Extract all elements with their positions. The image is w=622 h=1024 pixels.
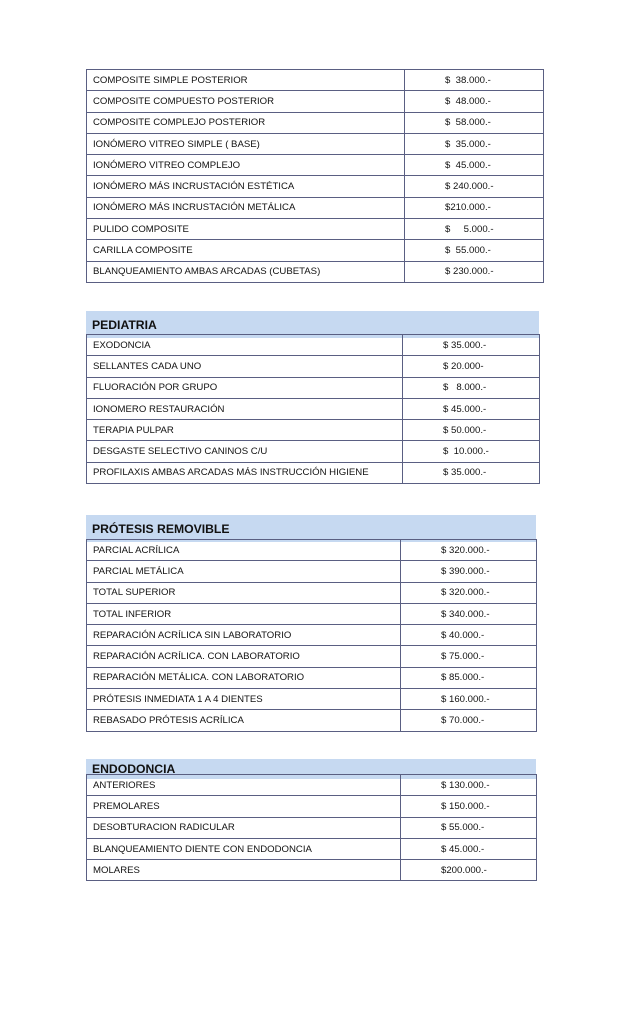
- treatment-name: MOLARES: [87, 860, 401, 881]
- table-row: [87, 420, 540, 441]
- table-row: [87, 377, 540, 398]
- treatment-price: $ 38.000.-: [405, 70, 544, 91]
- treatment-name: TERAPIA PULPAR: [87, 420, 403, 441]
- table-row: [87, 582, 537, 603]
- table-row: [87, 561, 537, 582]
- treatment-name: IONOMERO RESTAURACIÓN: [87, 398, 403, 419]
- treatment-price: $ 58.000.-: [405, 112, 544, 133]
- table-row: [87, 710, 537, 731]
- treatment-name: PRÓTESIS INMEDIATA 1 A 4 DIENTES: [87, 689, 401, 710]
- treatment-name: EXODONCIA: [87, 335, 403, 356]
- section-header-protesis-removible: PRÓTESIS REMOVIBLE: [86, 515, 536, 542]
- treatment-price: $ 35.000.-: [403, 335, 540, 356]
- table-row: [87, 398, 540, 419]
- treatment-price: $ 35.000.-: [403, 462, 540, 483]
- treatment-price: $ 240.000.-: [405, 176, 544, 197]
- treatment-price: $ 130.000.-: [401, 775, 537, 796]
- treatment-name: TOTAL SUPERIOR: [87, 582, 401, 603]
- table-body: [87, 775, 537, 881]
- table-row: [87, 112, 544, 133]
- composite-price-table: [86, 69, 544, 283]
- treatment-price: $ 45.000.-: [403, 398, 540, 419]
- table-row: [87, 219, 544, 240]
- treatment-name: BLANQUEAMIENTO DIENTE CON ENDODONCIA: [87, 838, 401, 859]
- table-row: [87, 335, 540, 356]
- treatment-price: $ 40.000.-: [401, 625, 537, 646]
- treatment-price: $ 45.000.-: [401, 838, 537, 859]
- treatment-price: $ 10.000.-: [403, 441, 540, 462]
- treatment-name: PULIDO COMPOSITE: [87, 219, 405, 240]
- table-body: [87, 540, 537, 732]
- treatment-name: COMPOSITE COMPUESTO POSTERIOR: [87, 91, 405, 112]
- table-row: [87, 240, 544, 261]
- table-row: [87, 689, 537, 710]
- treatment-name: COMPOSITE SIMPLE POSTERIOR: [87, 70, 405, 91]
- treatment-price: $ 8.000.-: [403, 377, 540, 398]
- table-row: [87, 441, 540, 462]
- treatment-name: REBASADO PRÓTESIS ACRÍLICA: [87, 710, 401, 731]
- treatment-name: PARCIAL METÁLICA: [87, 561, 401, 582]
- treatment-name: IONÓMERO VITREO SIMPLE ( BASE): [87, 133, 405, 154]
- table-row: [87, 356, 540, 377]
- pediatria-price-table: [86, 334, 540, 484]
- section-header-endodoncia: ENDODONCIA: [86, 759, 536, 779]
- table-row: [87, 176, 544, 197]
- treatment-price: $ 160.000.-: [401, 689, 537, 710]
- table-row: [87, 646, 537, 667]
- table-row: [87, 91, 544, 112]
- treatment-name: COMPOSITE COMPLEJO POSTERIOR: [87, 112, 405, 133]
- table-row: [87, 540, 537, 561]
- treatment-price: $ 85.000.-: [401, 667, 537, 688]
- treatment-price: $210.000.-: [405, 197, 544, 218]
- table-body: [87, 70, 544, 283]
- treatment-price: $ 75.000.-: [401, 646, 537, 667]
- treatment-name: SELLANTES CADA UNO: [87, 356, 403, 377]
- treatment-price: $ 35.000.-: [405, 133, 544, 154]
- treatment-name: DESGASTE SELECTIVO CANINOS C/U: [87, 441, 403, 462]
- treatment-name: IONÓMERO VITREO COMPLEJO: [87, 155, 405, 176]
- treatment-price: $ 340.000.-: [401, 603, 537, 624]
- treatment-price: $ 48.000.-: [405, 91, 544, 112]
- treatment-price: $ 45.000.-: [405, 155, 544, 176]
- treatment-price: $ 230.000.-: [405, 261, 544, 282]
- treatment-name: DESOBTURACION RADICULAR: [87, 817, 401, 838]
- table-row: [87, 197, 544, 218]
- treatment-price: $ 150.000.-: [401, 796, 537, 817]
- table-row: [87, 796, 537, 817]
- treatment-price: $ 55.000.-: [401, 817, 537, 838]
- treatment-name: REPARACIÓN ACRÍLICA. CON LABORATORIO: [87, 646, 401, 667]
- treatment-price: $ 5.000.-: [405, 219, 544, 240]
- table-row: [87, 860, 537, 881]
- treatment-price: $ 320.000.-: [401, 582, 537, 603]
- table-row: [87, 155, 544, 176]
- treatment-name: BLANQUEAMIENTO AMBAS ARCADAS (CUBETAS): [87, 261, 405, 282]
- treatment-name: PARCIAL ACRÍLICA: [87, 540, 401, 561]
- table-row: [87, 70, 544, 91]
- treatment-name: REPARACIÓN ACRÍLICA SIN LABORATORIO: [87, 625, 401, 646]
- treatment-name: IONÓMERO MÁS INCRUSTACIÓN METÁLICA: [87, 197, 405, 218]
- treatment-price: $200.000.-: [401, 860, 537, 881]
- table-row: [87, 838, 537, 859]
- treatment-price: $ 20.000-: [403, 356, 540, 377]
- table-row: [87, 625, 537, 646]
- endodoncia-price-table: [86, 774, 537, 881]
- treatment-name: IONÓMERO MÁS INCRUSTACIÓN ESTÉTICA: [87, 176, 405, 197]
- table-row: [87, 603, 537, 624]
- protesis-price-table: [86, 539, 537, 732]
- table-row: [87, 775, 537, 796]
- table-row: [87, 667, 537, 688]
- table-body: [87, 335, 540, 484]
- section-header-pediatria: PEDIATRIA: [86, 311, 539, 338]
- treatment-name: FLUORACIÓN POR GRUPO: [87, 377, 403, 398]
- treatment-price: $ 55.000.-: [405, 240, 544, 261]
- treatment-price: $ 320.000.-: [401, 540, 537, 561]
- treatment-price: $ 70.000.-: [401, 710, 537, 731]
- treatment-name: ANTERIORES: [87, 775, 401, 796]
- table-row: [87, 133, 544, 154]
- table-row: [87, 462, 540, 483]
- treatment-name: REPARACIÓN METÁLICA. CON LABORATORIO: [87, 667, 401, 688]
- table-row: [87, 261, 544, 282]
- treatment-name: CARILLA COMPOSITE: [87, 240, 405, 261]
- treatment-price: $ 390.000.-: [401, 561, 537, 582]
- treatment-name: PREMOLARES: [87, 796, 401, 817]
- treatment-name: TOTAL INFERIOR: [87, 603, 401, 624]
- treatment-price: $ 50.000.-: [403, 420, 540, 441]
- treatment-name: PROFILAXIS AMBAS ARCADAS MÁS INSTRUCCIÓN HIGIENE: [87, 462, 403, 483]
- table-row: [87, 817, 537, 838]
